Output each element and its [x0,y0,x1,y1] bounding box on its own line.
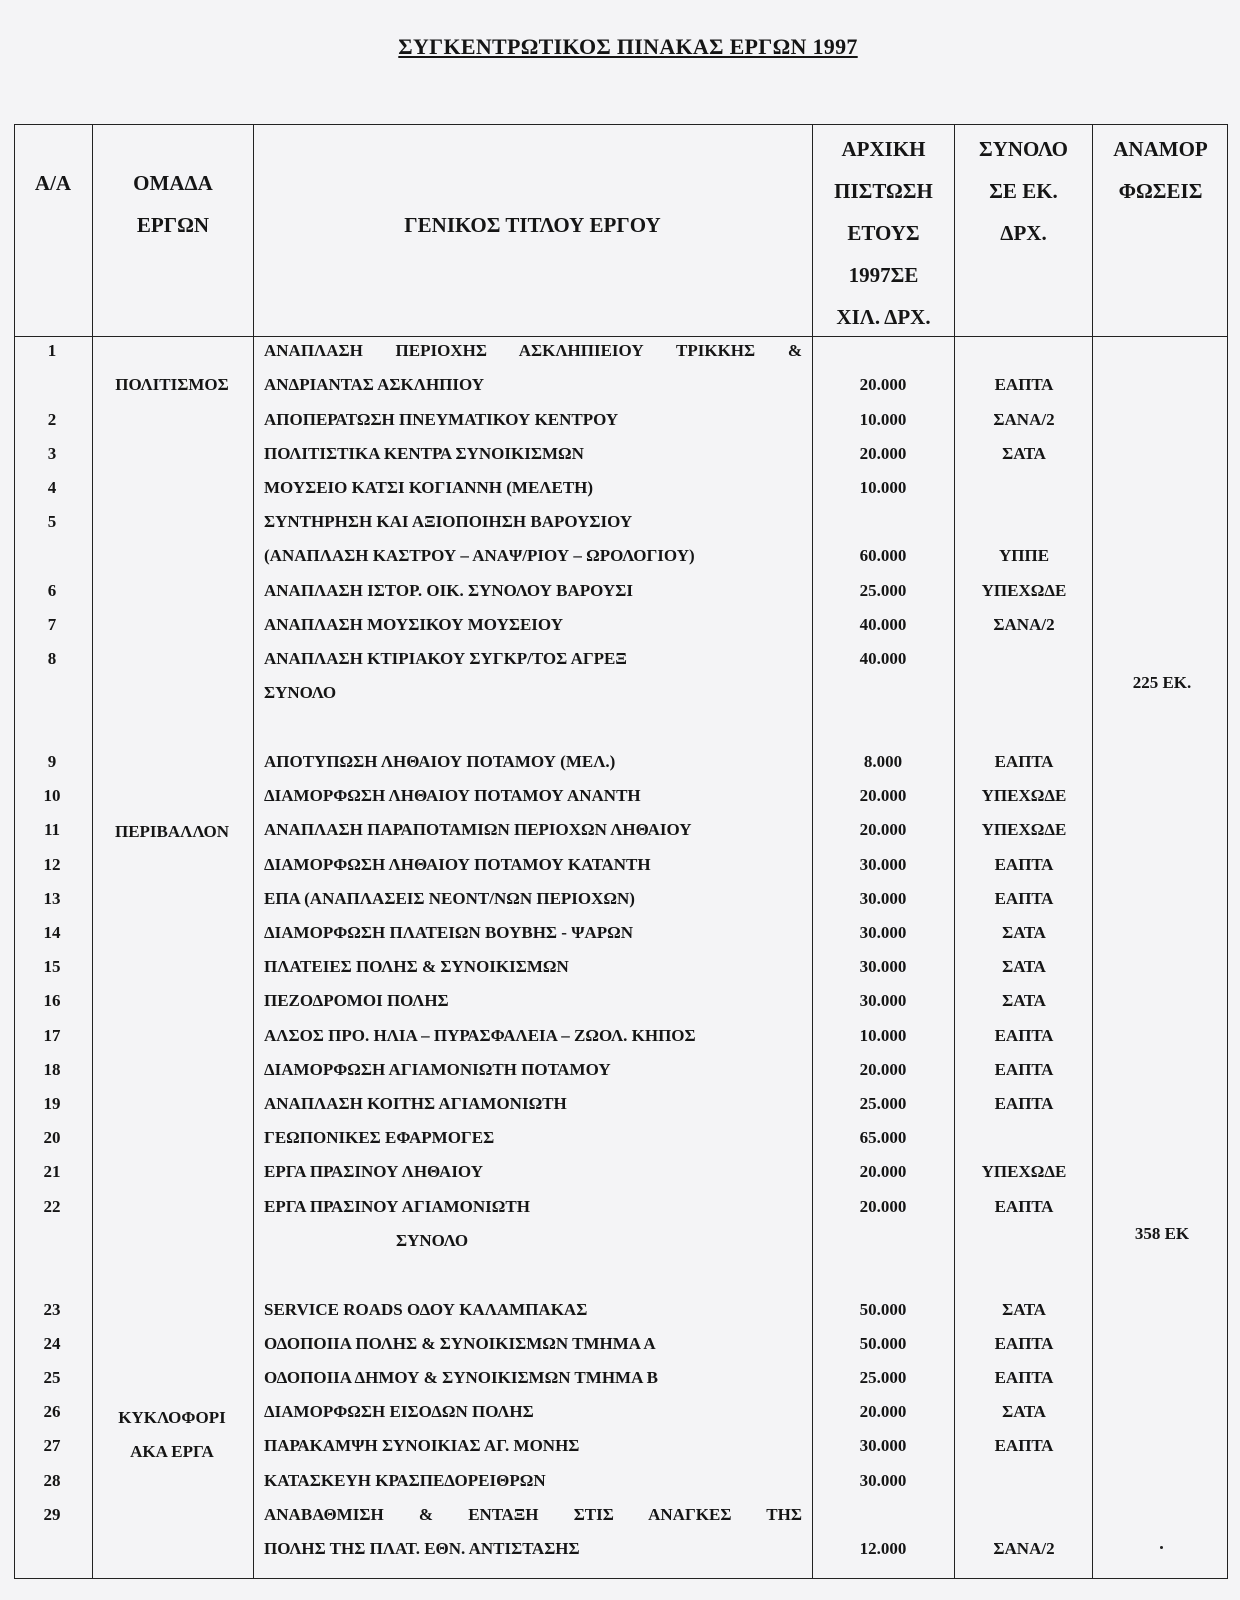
row-number: 5 [47,512,57,531]
initial-credit-value: 25.000 [859,1094,907,1113]
subtotal-label: ΣΥΝΟΛΟ [264,683,337,702]
row-number: 24 [43,1334,61,1353]
row-number: 23 [43,1300,61,1319]
row-number: 25 [43,1368,61,1387]
project-title: ΠΟΛΙΤΙΣΤΙΚΑ ΚΕΝΤΡΑ ΣΥΝΟΙΚΙΣΜΩΝ [264,444,584,463]
funding-source: ΣΑΝΑ/2 [993,615,1055,634]
funding-source: ΣΑΤΑ [1002,923,1046,942]
row-number: 13 [43,889,61,908]
initial-credit-value: 20.000 [859,375,907,394]
funding-source: ΥΠΕΧΩΔΕ [981,786,1067,805]
initial-credit-value: 10.000 [859,410,907,429]
funding-source: ΥΠΕΧΩΔΕ [981,581,1067,600]
project-title-continued: ΠΟΛΗΣ ΤΗΣ ΠΛΑΤ. ΕΘΝ. ΑΝΤΙΣΤΑΣΗΣ [264,1539,580,1558]
initial-credit-value: 20.000 [859,444,907,463]
header-total: ΣΥΝΟΛΟ ΣΕ ΕΚ. ΔΡΧ. [978,137,1069,245]
project-title: ΠΑΡΑΚΑΜΨΗ ΣΥΝΟΙΚΙΑΣ ΑΓ. ΜΟΝΗΣ [264,1436,580,1455]
initial-credit-value: 40.000 [859,615,907,634]
initial-credit-value: 10.000 [859,1026,907,1045]
header-credit: ΑΡΧΙΚΗ ΠΙΣΤΩΣΗ ΕΤΟΥΣ 1997ΣΕ ΧΙΛ. ΔΡΧ. [834,137,933,329]
initial-credit-value: 30.000 [859,1471,907,1490]
funding-source: ΣΑΤΑ [1002,1402,1046,1421]
funding-source: ΕΑΠΤΑ [994,855,1054,874]
row-number: 16 [43,991,61,1010]
funding-source: ΕΑΠΤΑ [994,375,1054,394]
funding-source: ΕΑΠΤΑ [994,1368,1054,1387]
project-title: ΚΑΤΑΣΚΕΥΗ ΚΡΑΣΠΕΔΟΡΕΙΘΡΩΝ [264,1471,546,1490]
row-number: 6 [47,581,57,600]
initial-credit-value: 20.000 [859,1402,907,1421]
header-reallocations: ΑΝΑΜΟΡ ΦΩΣΕΙΣ [1113,137,1208,203]
group-label-traffic: ΑΚΑ ΕΡΓΑ [130,1442,214,1461]
row-number: 20 [43,1128,61,1147]
row-number: 8 [47,649,57,668]
initial-credit-value: 20.000 [859,1162,907,1181]
project-title: ΕΠΑ (ΑΝΑΠΛΑΣΕΙΣ ΝΕΟΝΤ/ΝΩΝ ΠΕΡΙΟΧΩΝ) [264,889,635,908]
initial-credit-value: 30.000 [859,855,907,874]
row-number: 22 [43,1197,61,1216]
project-title-continued: ΑΝΔΡΙΑΝΤΑΣ ΑΣΚΛΗΠΙΟΥ [264,375,485,394]
initial-credit-value: 30.000 [859,923,907,942]
funding-source: ΕΑΠΤΑ [994,1026,1054,1045]
row-number: 1 [47,341,57,360]
project-title: ΑΠΟΠΕΡΑΤΩΣΗ ΠΝΕΥΜΑΤΙΚΟΥ ΚΕΝΤΡΟΥ [264,410,619,429]
project-title: ΓΕΩΠΟΝΙΚΕΣ ΕΦΑΡΜΟΓΕΣ [264,1128,495,1147]
row-number: 7 [47,615,57,634]
initial-credit-value: 50.000 [859,1300,907,1319]
header-aa: Α/Α [34,171,72,195]
initial-credit-value: 10.000 [859,478,907,497]
row-number: 9 [47,752,57,771]
project-title: ΕΡΓΑ ΠΡΑΣΙΝΟΥ ΛΗΘΑΙΟΥ [264,1162,483,1181]
initial-credit-value: 20.000 [859,1197,907,1216]
project-title: ΔΙΑΜΟΡΦΩΣΗ ΑΓΙΑΜΟΝΙΩΤΗ ΠΟΤΑΜΟΥ [264,1060,611,1079]
funding-source: ΣΑΤΑ [1002,991,1046,1010]
row-number: 29 [43,1505,61,1524]
stray-mark [1160,1546,1163,1549]
row-number: 15 [43,957,61,976]
project-title: ΑΝΑΠΛΑΣΗ ΚΤΙΡΙΑΚΟΥ ΣΥΓΚΡ/ΤΟΣ ΑΓΡΕΞ [264,649,627,668]
row-number: 18 [43,1060,61,1079]
column-divider [253,124,254,1579]
header-divider [14,336,1228,337]
funding-source: ΕΑΠΤΑ [994,1197,1054,1216]
project-title: ΑΝΑΒΑΘΜΙΣΗ & ΕΝΤΑΞΗ ΣΤΙΣ ΑΝΑΓΚΕΣ ΤΗΣ [264,1505,802,1524]
project-title: ΑΝΑΠΛΑΣΗ ΠΕΡΙΟΧΗΣ ΑΣΚΛΗΠΙΕΙΟΥ ΤΡΙΚΚΗΣ & [264,341,802,360]
project-title: SERVICE ROADS ΟΔΟΥ ΚΑΛΑΜΠΑΚΑΣ [264,1300,588,1319]
header-group: ΟΜΑΔΑ ΕΡΓΩΝ [133,171,213,237]
row-number: 3 [47,444,57,463]
project-title: ΑΝΑΠΛΑΣΗ ΚΟΙΤΗΣ ΑΓΙΑΜΟΝΙΩΤΗ [264,1094,567,1113]
header-title: ΓΕΝΙΚΟΣ ΤΙΤΛΟΥ ΕΡΓΟΥ [404,213,661,237]
funding-source: ΕΑΠΤΑ [994,1060,1054,1079]
project-title: ΔΙΑΜΟΡΦΩΣΗ ΠΛΑΤΕΙΩΝ ΒΟΥΒΗΣ - ΨΑΡΩΝ [264,923,634,942]
row-number: 21 [43,1162,61,1181]
funding-source: ΥΠΕΧΩΔΕ [981,1162,1067,1181]
row-number: 11 [43,820,61,839]
funding-source: ΕΑΠΤΑ [994,752,1054,771]
row-number: 14 [43,923,61,942]
project-title: ΟΔΟΠΟΙΙΑ ΔΗΜΟΥ & ΣΥΝΟΙΚΙΣΜΩΝ ΤΜΗΜΑ Β [264,1368,659,1387]
funding-source: ΕΑΠΤΑ [994,1334,1054,1353]
project-title: ΠΛΑΤΕΙΕΣ ΠΟΛΗΣ & ΣΥΝΟΙΚΙΣΜΩΝ [264,957,569,976]
initial-credit-value: 25.000 [859,1368,907,1387]
initial-credit-value: 12.000 [859,1539,907,1558]
funding-source: ΣΑΤΑ [1002,444,1046,463]
initial-credit-value: 25.000 [859,581,907,600]
project-title: ΔΙΑΜΟΡΦΩΣΗ ΛΗΘΑΙΟΥ ΠΟΤΑΜΟΥ ΚΑΤΑΝΤΗ [264,855,651,874]
group-label-culture: ΠΟΛΙΤΙΣΜΟΣ [115,375,229,394]
subtotal-label: ΣΥΝΟΛΟ [396,1231,469,1250]
initial-credit-value: 60.000 [859,546,907,565]
project-title: ΔΙΑΜΟΡΦΩΣΗ ΛΗΘΑΙΟΥ ΠΟΤΑΜΟΥ ΑΝΑΝΤΗ [264,786,641,805]
reallocation-total: 358 ΕΚ [1134,1224,1190,1243]
funding-source: ΣΑΝΑ/2 [993,1539,1055,1558]
column-divider [92,124,93,1579]
group-label-environment: ΠΕΡΙΒΑΛΛΟΝ [114,822,230,841]
project-title: ΑΝΑΠΛΑΣΗ ΙΣΤΟΡ. ΟΙΚ. ΣΥΝΟΛΟΥ ΒΑΡΟΥΣΙ [264,581,633,600]
project-title: ΟΔΟΠΟΙΙΑ ΠΟΛΗΣ & ΣΥΝΟΙΚΙΣΜΩΝ ΤΜΗΜΑ Α [264,1334,656,1353]
project-title-continued: (ΑΝΑΠΛΑΣΗ ΚΑΣΤΡΟΥ – ΑΝΑΨ/ΡΙΟΥ – ΩΡΟΛΟΓΙΟΥ) [264,546,695,565]
row-number: 17 [43,1026,61,1045]
funding-source: ΕΑΠΤΑ [994,889,1054,908]
initial-credit-value: 50.000 [859,1334,907,1353]
column-divider [954,124,955,1579]
funding-source: ΥΠΠΕ [998,546,1050,565]
initial-credit-value: 30.000 [859,889,907,908]
project-title: ΣΥΝΤΗΡΗΣΗ ΚΑΙ ΑΞΙΟΠΟΙΗΣΗ ΒΑΡΟΥΣΙΟΥ [264,512,633,531]
project-title: ΔΙΑΜΟΡΦΩΣΗ ΕΙΣΟΔΩΝ ΠΟΛΗΣ [264,1402,534,1421]
funding-source: ΕΑΠΤΑ [994,1436,1054,1455]
project-title: ΑΝΑΠΛΑΣΗ ΠΑΡΑΠΟΤΑΜΙΩΝ ΠΕΡΙΟΧΩΝ ΛΗΘΑΙΟΥ [264,820,692,839]
row-number: 2 [47,410,57,429]
funding-source: ΥΠΕΧΩΔΕ [981,820,1067,839]
project-title: ΑΛΣΟΣ ΠΡΟ. ΗΛΙΑ – ΠΥΡΑΣΦΑΛΕΙΑ – ΖΩΟΛ. ΚΗΠΟΣ [264,1026,696,1045]
funding-source: ΣΑΤΑ [1002,957,1046,976]
project-title: ΕΡΓΑ ΠΡΑΣΙΝΟΥ ΑΓΙΑΜΟΝΙΩΤΗ [264,1197,530,1216]
row-number: 26 [43,1402,61,1421]
column-divider [1092,124,1093,1579]
row-number: 28 [43,1471,61,1490]
initial-credit-value: 20.000 [859,1060,907,1079]
project-title: ΑΠΟΤΥΠΩΣΗ ΛΗΘΑΙΟΥ ΠΟΤΑΜΟΥ (ΜΕΛ.) [264,752,616,771]
initial-credit-value: 40.000 [859,649,907,668]
project-title: ΜΟΥΣΕΙΟ ΚΑΤΣΙ ΚΟΓΙΑΝΝΗ (ΜΕΛΕΤΗ) [264,478,594,497]
row-number: 27 [43,1436,61,1455]
funding-source: ΣΑΝΑ/2 [993,410,1055,429]
row-number: 19 [43,1094,61,1113]
initial-credit-value: 30.000 [859,1436,907,1455]
funding-source: ΣΑΤΑ [1002,1300,1046,1319]
row-number: 4 [47,478,57,497]
initial-credit-value: 65.000 [859,1128,907,1147]
initial-credit-value: 8.000 [863,752,903,771]
document-title: ΣΥΓΚΕΝΤΡΩΤΙΚΟΣ ΠΙΝΑΚΑΣ ΕΡΓΩΝ 1997 [398,34,858,59]
reallocation-total: 225 ΕΚ. [1132,673,1192,692]
row-number: 12 [43,855,61,874]
group-label-traffic: ΚΥΚΛΟΦΟΡΙ [118,1408,226,1427]
project-title: ΠΕΖΟΔΡΟΜΟΙ ΠΟΛΗΣ [264,991,449,1010]
initial-credit-value: 30.000 [859,957,907,976]
project-title: ΑΝΑΠΛΑΣΗ ΜΟΥΣΙΚΟΥ ΜΟΥΣΕΙΟΥ [264,615,563,634]
funding-source: ΕΑΠΤΑ [994,1094,1054,1113]
initial-credit-value: 20.000 [859,786,907,805]
initial-credit-value: 20.000 [859,820,907,839]
row-number: 10 [43,786,61,805]
initial-credit-value: 30.000 [859,991,907,1010]
column-divider [812,124,813,1579]
